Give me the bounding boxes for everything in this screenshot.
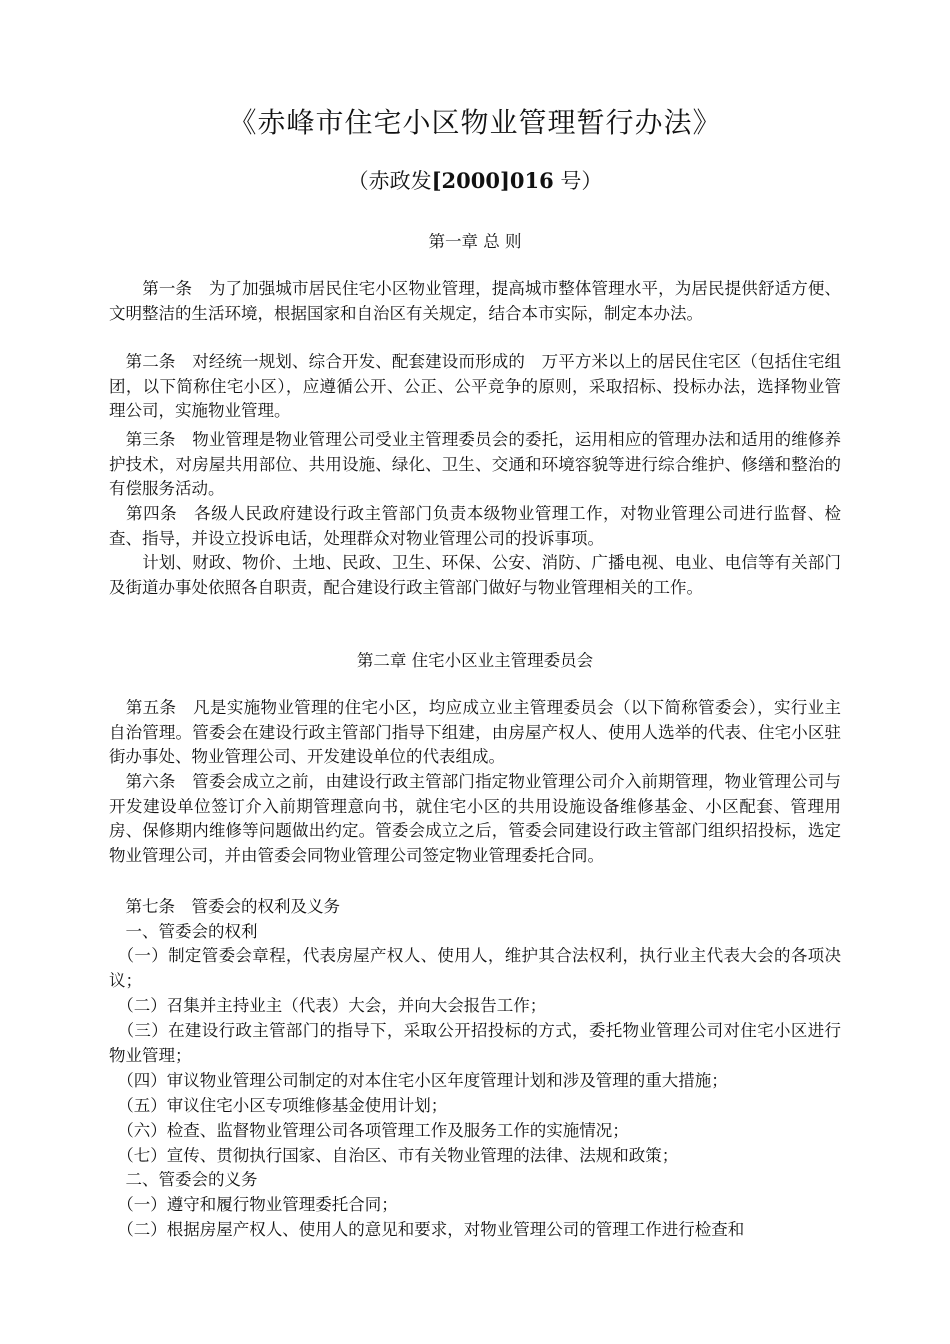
document-title: 《赤峰市住宅小区物业管理暂行办法》	[228, 106, 722, 139]
article-3: 第三条 物业管理是物业管理公司受业主管理委员会的委托，运用相应的管理办法和适用的维修养护技术，对房屋共用部位、共用设施、绿化、卫生、交通和环境容貌等进行综合维护、修缮和整治的有偿服务活动。	[109, 430, 841, 498]
doc-number-code: [2000]016	[431, 168, 554, 193]
right-item-5: （五）审议住宅小区专项维修基金使用计划；	[109, 1096, 448, 1115]
right-item-6: （六）检查、监督物业管理公司各项管理工作及服务工作的实施情况；	[109, 1121, 629, 1140]
doc-number-suffix: 号）	[553, 169, 603, 193]
chapter-1-heading: 第一章 总 则	[428, 232, 522, 251]
duties-heading: 二、管委会的义务	[109, 1170, 258, 1189]
chapter-2-heading: 第二章 住宅小区业主管理委员会	[356, 651, 594, 670]
article-4-cont: 计划、财政、物价、土地、民政、卫生、环保、公安、消防、广播电视、电业、电信等有关部门及街道办事处依照各自职责，配合建设行政主管部门做好与物业管理相关的工作。	[109, 553, 841, 597]
doc-number-prefix: （赤政发	[347, 169, 432, 193]
article-2: 第二条 对经统一规划、综合开发、配套建设而形成的 万平方米以上的居民住宅区（包括住宅组团，以下简称住宅小区），应遵循公开、公正、公平竞争的原则，采取招标、投标办法，选择物业管理公司，实施物业管理。	[109, 352, 841, 420]
right-item-1: （一）制定管委会章程，代表房屋产权人、使用人，维护其合法权利，执行业主代表大会的各项决议；	[109, 946, 841, 990]
article-4: 第四条 各级人民政府建设行政主管部门负责本级物业管理工作，对物业管理公司进行监督、检查、指导，并设立投诉电话，处理群众对物业管理公司的投诉事项。	[109, 504, 841, 548]
rights-heading: 一、管委会的权利	[109, 922, 258, 941]
document-number	[0, 166, 950, 196]
right-item-2: （二）召集并主持业主（代表）大会，并向大会报告工作；	[109, 996, 547, 1015]
article-7: 第七条 管委会的权利及义务	[109, 897, 340, 916]
right-item-3: （三）在建设行政主管部门的指导下，采取公开招投标的方式，委托物业管理公司对住宅小区进行物业管理；	[109, 1021, 841, 1065]
article-1: 第一条 为了加强城市居民住宅小区物业管理，提高城市整体管理水平，为居民提供舒适方便、文明整洁的生活环境，根据国家和自治区有关规定，结合本市实际，制定本办法。	[109, 279, 841, 323]
right-item-4: （四）审议物业管理公司制定的对本住宅小区年度管理计划和涉及管理的重大措施；	[109, 1071, 728, 1090]
right-item-7: （七）宣传、贯彻执行国家、自治区、市有关物业管理的法律、法规和政策；	[109, 1146, 679, 1165]
duty-item-2: （二）根据房屋产权人、使用人的意见和要求，对物业管理公司的管理工作进行检查和	[109, 1220, 745, 1239]
duty-item-1: （一）遵守和履行物业管理委托合同；	[109, 1195, 398, 1214]
article-6: 第六条 管委会成立之前，由建设行政主管部门指定物业管理公司介入前期管理，物业管理公司与开发建设单位签订介入前期管理意向书，就住宅小区的共用设施设备维修基金、小区配套、管理用房、保修期内维修等问题做出约定。管委会成立之后，管委会同建设行政主管部门组织招投标，选定物业管理公司，并由管委会同物业管理公司签定物业管理委托合同。	[109, 772, 841, 865]
article-5: 第五条 凡是实施物业管理的住宅小区，均应成立业主管理委员会（以下简称管委会），实行业主自治管理。管委会在建设行政主管部门指导下组建，由房屋产权人、使用人选举的代表、住宅小区驻街办事处、物业管理公司、开发建设单位的代表组成。	[109, 698, 841, 766]
